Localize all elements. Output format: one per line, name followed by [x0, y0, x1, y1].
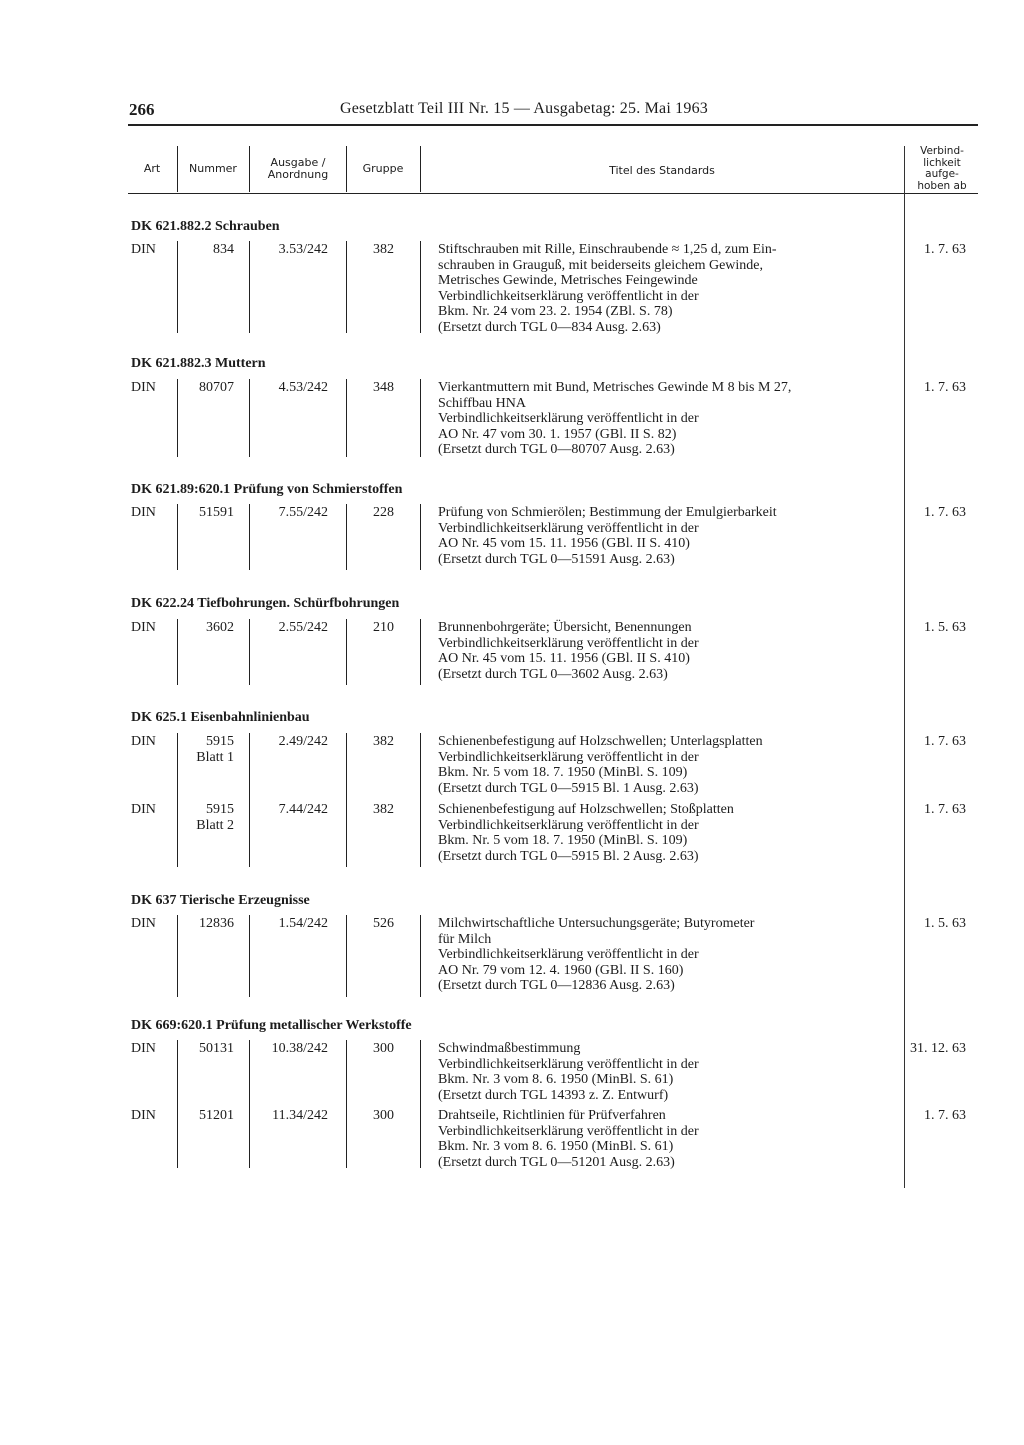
- cell-date: 1. 7. 63: [924, 505, 966, 520]
- titel-line: (Ersetzt durch TGL 0—3602 Ausg. 2.63): [438, 666, 668, 682]
- column-divider: [249, 504, 250, 570]
- cell-art: DIN: [131, 916, 156, 931]
- cell-date: 1. 7. 63: [924, 380, 966, 395]
- cell-nummer: 50131: [199, 1041, 234, 1056]
- titel-line: Verbindlichkeitserklärung veröffentlicht in der: [438, 411, 699, 426]
- titel-line: (Ersetzt durch TGL 0—5915 Bl. 2 Ausg. 2.63): [438, 848, 699, 864]
- titel-line: Verbindlichkeitserklärung veröffentlicht in der: [438, 817, 699, 833]
- cell-date: 1. 7. 63: [924, 242, 966, 257]
- titel-line: für Milch: [438, 931, 492, 947]
- cell-gruppe: 300: [373, 1108, 394, 1123]
- cell-nummer: 3602: [206, 620, 234, 635]
- cell-art: DIN: [131, 620, 156, 635]
- date-column-divider: [904, 146, 905, 1188]
- cell-gruppe: 210: [373, 620, 394, 635]
- section-heading: DK 625.1 Eisenbahnlinienbau: [131, 710, 310, 725]
- cell-titel: [438, 242, 900, 335]
- column-header-art: Art: [143, 162, 161, 175]
- cell-ausgabe: 7.44/242: [278, 802, 328, 817]
- titel-line: Bkm. Nr. 3 vom 8. 6. 1950 (MinBl. S. 61): [438, 1139, 674, 1154]
- titel-line: (Ersetzt durch TGL 0—80707 Ausg. 2.63): [438, 442, 675, 457]
- titel-line: Drahtseile, Richtlinien für Prüfverfahren: [438, 1108, 666, 1123]
- cell-titel: [438, 620, 900, 682]
- cell-titel: [438, 1108, 900, 1170]
- column-divider: [177, 1040, 178, 1168]
- titel-line: Stiftschrauben mit Rille, Einschraubende ≈ 1,25 d, zum Ein-: [438, 242, 777, 257]
- column-header-verbind-line2: lichkeit: [923, 156, 961, 169]
- titel-line: Prüfung von Schmierölen; Bestimmung der Emulgierbarkeit: [438, 505, 777, 520]
- page-number: 266: [129, 100, 155, 119]
- column-header-verbind-line4: hoben ab: [917, 179, 967, 192]
- section-heading: DK 622.24 Tiefbohrungen. Schürfbohrungen: [131, 596, 400, 611]
- column-header-gruppe: Gruppe: [362, 162, 404, 175]
- section-heading: DK 621.882.3 Muttern: [131, 356, 266, 371]
- column-divider: [346, 733, 347, 867]
- column-divider: [420, 1040, 421, 1168]
- column-divider: [420, 733, 421, 867]
- column-divider: [346, 146, 347, 192]
- cell-date: 1. 7. 63: [924, 734, 966, 749]
- titel-line: Verbindlichkeitserklärung veröffentlicht in der: [438, 635, 699, 651]
- column-divider: [249, 146, 250, 192]
- titel-line: Verbindlichkeitserklärung veröffentlicht in der: [438, 1123, 699, 1139]
- titel-line: (Ersetzt durch TGL 0—51201 Ausg. 2.63): [438, 1154, 675, 1170]
- cell-date: 1. 5. 63: [924, 916, 966, 931]
- titel-line: Vierkantmuttern mit Bund, Metrisches Gewinde M 8 bis M 27,: [438, 380, 792, 395]
- titel-line: (Ersetzt durch TGL 0—834 Ausg. 2.63): [438, 319, 661, 335]
- cell-gruppe: 382: [373, 242, 394, 257]
- titel-line: Bkm. Nr. 5 vom 18. 7. 1950 (MinBl. S. 109): [438, 765, 688, 780]
- cell-art: DIN: [131, 802, 156, 817]
- column-header-ausgabe-line2: Anordnung: [267, 168, 329, 181]
- cell-titel: [438, 505, 900, 567]
- nummer-line: 5915: [206, 734, 234, 749]
- titel-line: Bkm. Nr. 5 vom 18. 7. 1950 (MinBl. S. 109): [438, 833, 688, 848]
- titel-line: AO Nr. 45 vom 15. 11. 1956 (GBl. II S. 410): [438, 651, 690, 666]
- titel-line: Metrisches Gewinde, Metrisches Feingewinde: [438, 273, 698, 288]
- titel-line: Verbindlichkeitserklärung veröffentlicht in der: [438, 520, 699, 536]
- section-heading: DK 621.882.2 Schrauben: [131, 219, 280, 234]
- column-divider: [249, 915, 250, 997]
- titel-line: AO Nr. 47 vom 30. 1. 1957 (GBl. II S. 82): [438, 426, 677, 442]
- column-divider: [249, 733, 250, 867]
- cell-titel: [438, 734, 900, 796]
- column-divider: [420, 619, 421, 685]
- column-divider: [346, 379, 347, 457]
- titel-line: Verbindlichkeitserklärung veröffentlicht in der: [438, 1056, 699, 1072]
- cell-titel: [438, 380, 900, 458]
- cell-gruppe: 300: [373, 1041, 394, 1056]
- cell-nummer: 834: [213, 242, 234, 257]
- column-header-titel: Titel des Standards: [609, 164, 715, 177]
- titel-line: (Ersetzt durch TGL 0—5915 Bl. 1 Ausg. 2.63): [438, 780, 699, 796]
- column-divider: [346, 504, 347, 570]
- column-header-nummer: Nummer: [189, 162, 237, 175]
- cell-nummer: [178, 734, 234, 765]
- cell-gruppe: 348: [373, 380, 394, 395]
- column-divider: [346, 1040, 347, 1168]
- cell-date: 1. 7. 63: [924, 1108, 966, 1123]
- titel-line: Verbindlichkeitserklärung veröffentlicht in der: [438, 947, 699, 962]
- column-divider: [249, 619, 250, 685]
- section-heading: DK 669:620.1 Prüfung metallischer Werkstoffe: [131, 1018, 412, 1033]
- titel-line: Bkm. Nr. 24 vom 23. 2. 1954 (ZBl. S. 78): [438, 304, 673, 319]
- cell-ausgabe: 2.55/242: [278, 620, 328, 635]
- titel-line: Schienenbefestigung auf Holzschwellen; Stoßplatten: [438, 802, 734, 817]
- nummer-blatt: Blatt 2: [196, 817, 234, 833]
- cell-titel: [438, 1041, 900, 1103]
- titel-line: Milchwirtschaftliche Untersuchungsgeräte; Butyrometer: [438, 916, 755, 931]
- cell-gruppe: 382: [373, 734, 394, 749]
- running-head: Gesetzblatt Teil III Nr. 15 — Ausgabetag: 25. Mai 1963: [340, 100, 708, 117]
- cell-nummer: 12836: [199, 916, 234, 931]
- cell-gruppe: 228: [373, 505, 394, 520]
- titel-line: (Ersetzt durch TGL 0—51591 Ausg. 2.63): [438, 551, 675, 567]
- cell-titel: [438, 916, 900, 994]
- cell-ausgabe: 7.55/242: [278, 505, 328, 520]
- cell-nummer: 51201: [199, 1108, 234, 1123]
- cell-ausgabe: 3.53/242: [278, 242, 328, 257]
- column-header-ausgabe: [252, 157, 344, 181]
- nummer-blatt: Blatt 1: [196, 749, 234, 765]
- column-divider: [346, 241, 347, 333]
- titel-line: (Ersetzt durch TGL 0—12836 Ausg. 2.63): [438, 978, 675, 993]
- column-divider: [420, 241, 421, 333]
- cell-art: DIN: [131, 380, 156, 395]
- column-divider: [420, 146, 421, 192]
- titel-line: Schwindmaßbestimmung: [438, 1041, 581, 1056]
- cell-nummer: 80707: [199, 380, 234, 395]
- column-divider: [346, 619, 347, 685]
- cell-art: DIN: [131, 242, 156, 257]
- cell-ausgabe: 2.49/242: [278, 734, 328, 749]
- cell-nummer: 51591: [199, 505, 234, 520]
- titel-line: schrauben in Grauguß, mit beiderseits gleichem Gewinde,: [438, 257, 764, 273]
- cell-art: DIN: [131, 1041, 156, 1056]
- cell-gruppe: 382: [373, 802, 394, 817]
- cell-ausgabe: 1.54/242: [278, 916, 328, 931]
- column-divider: [249, 1040, 250, 1168]
- column-header-verbind-line1: Verbind-: [920, 145, 964, 157]
- cell-gruppe: 526: [373, 916, 394, 931]
- cell-ausgabe: 4.53/242: [278, 380, 328, 395]
- cell-date: 1. 5. 63: [924, 620, 966, 635]
- titel-line: Bkm. Nr. 3 vom 8. 6. 1950 (MinBl. S. 61): [438, 1072, 674, 1087]
- nummer-line: 5915: [206, 802, 234, 817]
- column-divider: [249, 241, 250, 333]
- cell-date: 31. 12. 63: [910, 1041, 966, 1056]
- titel-line: Brunnenbohrgeräte; Übersicht, Benennungen: [438, 620, 692, 635]
- cell-ausgabe: 11.34/242: [272, 1108, 328, 1123]
- top-rule: [128, 124, 978, 126]
- titel-line: Verbindlichkeitserklärung veröffentlicht in der: [438, 749, 699, 765]
- cell-art: DIN: [131, 505, 156, 520]
- section-heading: DK 637 Tierische Erzeugnisse: [131, 893, 310, 908]
- titel-line: Verbindlichkeitserklärung veröffentlicht in der: [438, 288, 699, 304]
- column-header-ausgabe-line1: Ausgabe /: [270, 156, 326, 169]
- column-divider: [420, 504, 421, 570]
- section-heading: DK 621.89:620.1 Prüfung von Schmierstoffen: [131, 482, 403, 497]
- cell-art: DIN: [131, 1108, 156, 1123]
- cell-ausgabe: 10.38/242: [271, 1041, 328, 1056]
- cell-art: DIN: [131, 734, 156, 749]
- column-divider: [420, 379, 421, 457]
- cell-date: 1. 7. 63: [924, 802, 966, 817]
- header-rule: [128, 193, 978, 194]
- column-divider: [420, 915, 421, 997]
- titel-line: AO Nr. 45 vom 15. 11. 1956 (GBl. II S. 410): [438, 536, 690, 551]
- column-divider: [249, 379, 250, 457]
- titel-line: (Ersetzt durch TGL 14393 z. Z. Entwurf): [438, 1087, 669, 1103]
- cell-nummer: [178, 802, 234, 833]
- column-header-verbind-line3: aufge-: [925, 168, 959, 180]
- titel-line: AO Nr. 79 vom 12. 4. 1960 (GBl. II S. 160): [438, 962, 684, 978]
- titel-line: Schiffbau HNA: [438, 395, 527, 411]
- column-header-verbindlichkeit: [906, 146, 978, 192]
- column-divider: [346, 915, 347, 997]
- titel-line: Schienenbefestigung auf Holzschwellen; Unterlagsplatten: [438, 734, 763, 749]
- cell-titel: [438, 802, 900, 864]
